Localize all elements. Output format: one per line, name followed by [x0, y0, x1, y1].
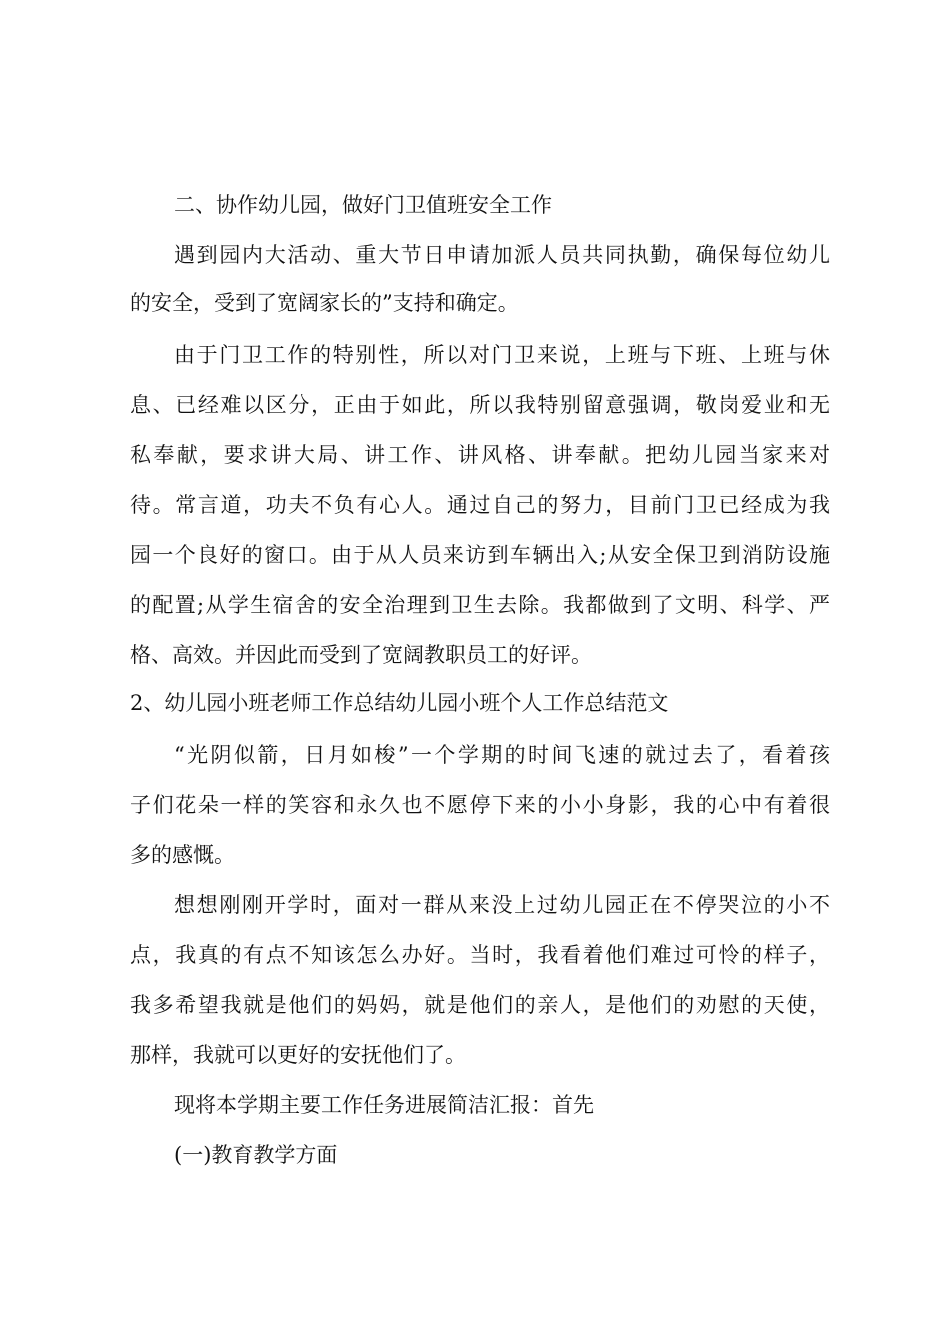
paragraph-line: 子们花朵一样的笑容和永久也不愿停下来的小小身影，我的心中有着很 — [130, 793, 830, 817]
paragraph-line: 的配置;从学生宿舍的安全治理到卫生去除。我都做到了文明、科学、严 — [130, 593, 830, 617]
paragraph-line: 由于门卫工作的特别性，所以对门卫来说，上班与下班、上班与休 — [174, 343, 830, 367]
paragraph-line: 现将本学期主要工作任务进展简洁汇报：首先 — [174, 1093, 594, 1117]
paragraph-line: 的安全，受到了宽阔家长的”支持和确定。 — [130, 291, 519, 315]
section-heading: 二、协作幼儿园，做好门卫值班安全工作 — [174, 193, 552, 217]
paragraph-line: 私奉献，要求讲大局、讲工作、讲风格、讲奉献。把幼儿园当家来对 — [130, 443, 830, 467]
paragraph-line: 我多希望我就是他们的妈妈，就是他们的亲人，是他们的劝慰的天使， — [130, 993, 830, 1017]
paragraph-line: “光阴似箭，日月如梭”一个学期的时间飞速的就过去了，看着孩 — [174, 743, 830, 767]
paragraph-line: 那样，我就可以更好的安抚他们了。 — [130, 1043, 466, 1067]
paragraph-line: 点，我真的有点不知该怎么办好。当时，我看着他们难过可怜的样子， — [130, 943, 830, 967]
paragraph-line: 遇到园内大活动、重大节日申请加派人员共同执勤，确保每位幼儿 — [174, 243, 830, 267]
subsection-heading: (一)教育教学方面 — [174, 1143, 338, 1167]
paragraph-line: 待。常言道，功夫不负有心人。通过自己的努力，目前门卫已经成为我 — [130, 493, 830, 517]
article-title: 2、幼儿园小班老师工作总结幼儿园小班个人工作总结范文 — [130, 691, 669, 715]
paragraph-line: 息、已经难以区分，正由于如此，所以我特别留意强调，敬岗爱业和无 — [130, 393, 830, 417]
paragraph-line: 多的感慨。 — [130, 843, 235, 867]
paragraph-line: 格、高效。并因此而受到了宽阔教职员工的好评。 — [130, 643, 592, 667]
paragraph-line: 想想刚刚开学时，面对一群从来没上过幼儿园正在不停哭泣的小不 — [174, 893, 830, 917]
paragraph-line: 园一个良好的窗口。由于从人员来访到车辆出入;从安全保卫到消防设施 — [130, 543, 830, 567]
